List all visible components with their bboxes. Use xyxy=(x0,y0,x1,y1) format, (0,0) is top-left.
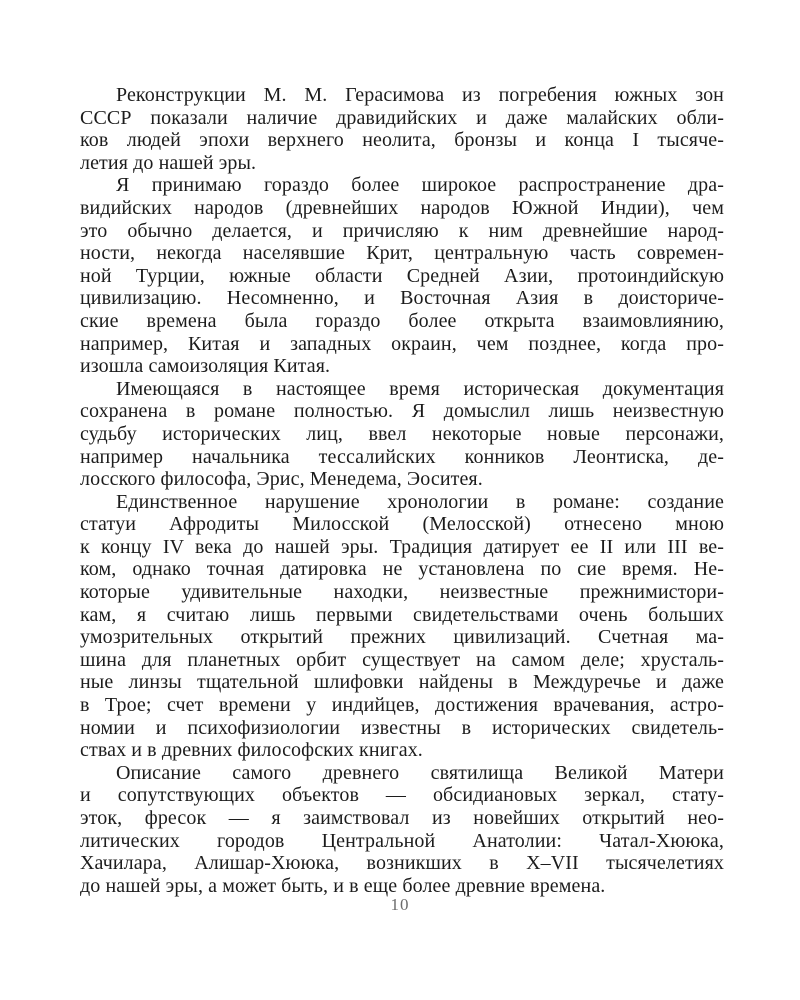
text-line: ков людей эпохи верхнего неолита, бронзы и конца I тысяче- xyxy=(80,129,724,152)
text-line: Я принимаю гораздо более широкое распространение дра- xyxy=(116,174,724,197)
text-line: к концу IV века до нашей эры. Традиция датирует ее II или III ве- xyxy=(80,535,724,558)
text-line: например, Китая и западных окраин, чем позднее, когда про- xyxy=(80,332,724,355)
text-line: статуи Афродиты Милосской (Мелосской) отнесено мною xyxy=(80,513,724,536)
text-line: в Трое; счет времени у индийцев, достижения врачевания, астро- xyxy=(80,694,724,717)
text-line: видийских народов (древнейших народов Южной Индии), чем xyxy=(80,196,724,219)
text-line: эток, фресок — я заимствовал из новейших открытий нео- xyxy=(80,807,724,829)
text-line: Описание самого древнего святилища Великой Матери xyxy=(116,761,724,784)
text-line: ком, однако точная датировка не установлена по сие время. Не- xyxy=(80,558,724,581)
text-line: летия до нашей эры. xyxy=(80,151,257,174)
paragraph xyxy=(80,378,724,491)
text-line: ной Турции, южные области Средней Азии, протоиндийскую xyxy=(80,264,724,287)
text-line: ствах и в древних философских книгах. xyxy=(80,739,423,762)
text-line: лосского философа, Эрис, Менедема, Эоситея. xyxy=(80,468,483,491)
text-line: СССР показали наличие дравидийских и даже малайских обли- xyxy=(80,106,724,129)
text-block xyxy=(80,84,724,897)
text-line: Хачилара, Алишар-Хююка, возникших в X–VII тысячелетиях xyxy=(80,852,724,875)
text-line: ности, некогда населявшие Крит, центральную часть современ- xyxy=(80,242,724,265)
paragraph xyxy=(80,84,724,174)
text-line: Имеющаяся в настоящее время историческая документация xyxy=(116,377,724,400)
text-line: которые удивительные находки, неизвестные прежнимистори- xyxy=(80,581,724,604)
paragraph xyxy=(80,174,724,377)
text-line: например начальника тессалийских конников Леонтиска, де- xyxy=(80,445,724,468)
text-line: кам, я считаю лишь первыми свидетельствами очень больших xyxy=(80,603,724,626)
text-line: литических городов Центральной Анатолии: Чатал-Хююка, xyxy=(80,829,724,852)
paragraph xyxy=(80,491,724,762)
text-line: Единственное нарушение хронологии в романе: создание xyxy=(116,490,724,513)
text-line: умозрительных открытий прежних цивилизаций. Счетная ма- xyxy=(80,626,724,649)
text-line: до нашей эры, а может быть, и в еще более древние времена. xyxy=(80,874,606,897)
text-line: шина для планетных орбит существует на самом деле; хрусталь- xyxy=(80,648,724,671)
text-line: сохранена в романе полностью. Я домыслил лишь неизвестную xyxy=(80,400,724,423)
paragraph xyxy=(80,762,724,898)
text-line: судьбу исторических лиц, ввел некоторые новые персонажи, xyxy=(80,422,724,445)
text-line: Реконструкции М. М. Герасимова из погребения южных зон xyxy=(116,84,724,106)
text-line: ные линзы тщательной шлифовки найдены в Междуречье и даже xyxy=(80,671,724,694)
text-line: номии и психофизиологии известны в исторических свидетель- xyxy=(80,716,724,739)
text-line: изошла самоизоляция Китая. xyxy=(80,355,331,378)
text-line: цивилизацию. Несомненно, и Восточная Азия в доисториче- xyxy=(80,287,724,310)
text-line: и сопутствующих объектов — обсидиановых зеркал, стату- xyxy=(80,784,724,807)
page-number: 10 xyxy=(390,895,410,914)
text-line: ские времена была гораздо более открыта взаимовлиянию, xyxy=(80,309,724,332)
text-line: это обычно делается, и причисляю к ним древнейшие народ- xyxy=(80,219,724,242)
